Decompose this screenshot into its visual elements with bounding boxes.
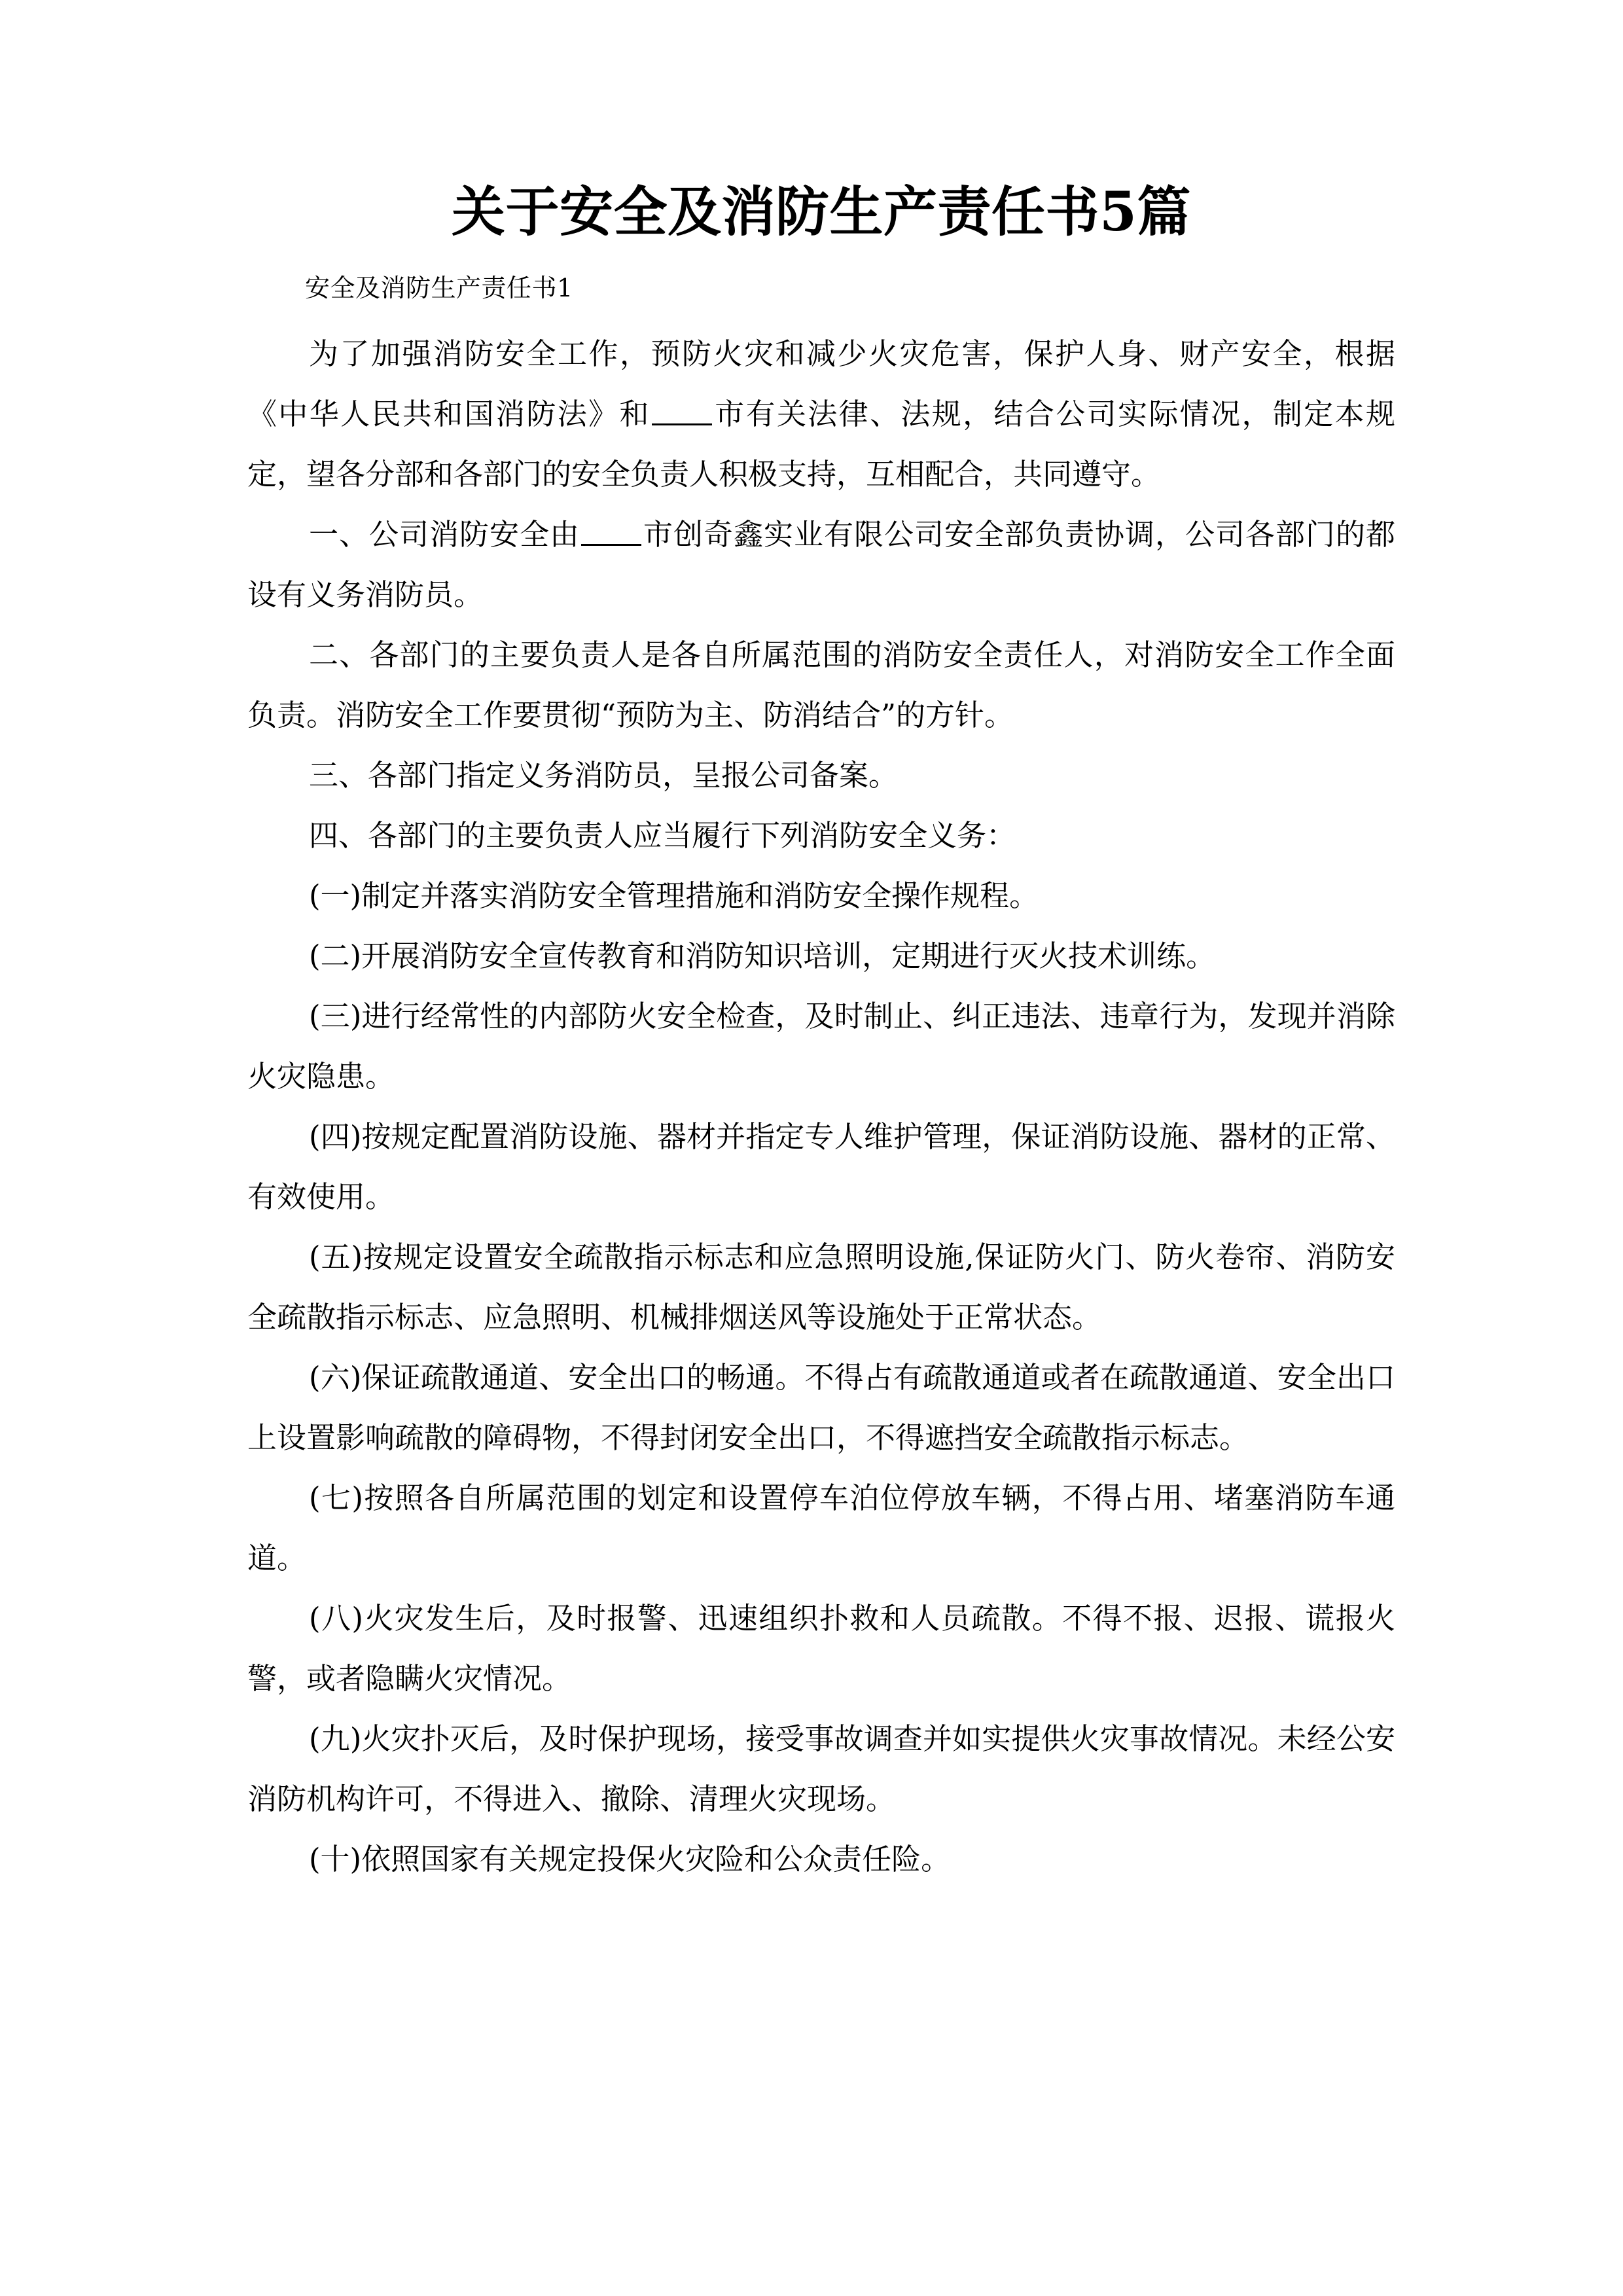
- paragraph-section-3: [247, 745, 1395, 806]
- document-content: [247, 0, 1395, 1890]
- paragraph-text: 三、各部门指定义务消防员，呈报公司备案。: [309, 757, 899, 793]
- paragraph-text: 市创奇鑫实业有限公司安全部负责协调，公司各部门的都设有义务消防员。: [247, 516, 1395, 612]
- paragraph-text: 一、公司消防安全由: [309, 516, 580, 552]
- paragraph-text: 四、各部门的主要负责人应当履行下列消防安全义务：: [309, 817, 1016, 853]
- paragraph-item-9: [247, 1709, 1395, 1829]
- paragraph-text: 二、各部门的主要负责人是各自所属范围的消防安全责任人，对消防安全工作全面负责。消防安全工作要贯彻“预防为主、防消结合”的方针。: [247, 637, 1395, 732]
- paragraph-text: (八)火灾发生后，及时报警、迅速组织扑救和人员疏散。不得不报、迟报、谎报火警，或者隐瞒火灾情况。: [247, 1600, 1395, 1696]
- paragraph-section-4: [247, 806, 1395, 866]
- page-title: 关于安全及消防生产责任书5篇: [451, 181, 1192, 243]
- paragraph-item-10: [247, 1829, 1395, 1890]
- paragraph-item-7: [247, 1468, 1395, 1588]
- paragraph-text: (五)按规定设置安全疏散指示标志和应急照明设施,保证防火门、防火卷帘、消防安全疏散指示标志、应急照明、机械排烟送风等设施处于正常状态。: [247, 1239, 1395, 1335]
- paragraph-text: (九)火灾扑灭后，及时保护现场，接受事故调查并如实提供火灾事故情况。未经公安消防机构许可，不得进入、撤除、清理火灾现场。: [247, 1721, 1395, 1816]
- paragraph-text: (十)依照国家有关规定投保火灾险和公众责任险。: [309, 1841, 951, 1876]
- paragraph-item-8: [247, 1588, 1395, 1709]
- paragraph-text: 为了加强消防安全工作，预防火灾和减少火灾危害，保护人身、财产安全，根据《中华人民共和国消防法》和: [247, 336, 1395, 431]
- paragraph-text: (七)按照各自所属范围的划定和设置停车泊位停放车辆，不得占用、堵塞消防车通道。: [247, 1480, 1395, 1575]
- paragraph-item-3: [247, 986, 1395, 1107]
- paragraph-text: (四)按规定配置消防设施、器材并指定专人维护管理，保证消防设施、器材的正常、有效使用。: [247, 1119, 1395, 1214]
- paragraph-text: 市有关法律、法规，结合公司实际情况，制定本规定，望各分部和各部门的安全负责人积极支持，互相配合，共同遵守。: [247, 396, 1395, 492]
- paragraph-text: (六)保证疏散通道、安全出口的畅通。不得占有疏散通道或者在疏散通道、安全出口上设置影响疏散的障碍物，不得封闭安全出口，不得遮挡安全疏散指示标志。: [247, 1359, 1395, 1455]
- paragraph-section-1: [247, 505, 1395, 625]
- paragraph-item-4: [247, 1107, 1395, 1227]
- fill-in-blank[interactable]: [652, 423, 712, 425]
- document-body: [247, 300, 1395, 1890]
- paragraph-item-1: [247, 866, 1395, 926]
- paragraph-intro: [247, 324, 1395, 505]
- paragraph-section-2: [247, 625, 1395, 745]
- fill-in-blank[interactable]: [581, 544, 641, 546]
- paragraph-item-6: [247, 1348, 1395, 1468]
- paragraph-text: (三)进行经常性的内部防火安全检查，及时制止、纠正违法、违章行为，发现并消除火灾隐患。: [247, 998, 1395, 1094]
- paragraph-text: (二)开展消防安全宣传教育和消防知识培训，定期进行灭火技术训练。: [309, 938, 1216, 973]
- paragraph-item-2: [247, 926, 1395, 986]
- paragraph-item-5: [247, 1227, 1395, 1348]
- paragraph-text: (一)制定并落实消防安全管理措施和消防安全操作规程。: [309, 878, 1039, 913]
- document-subtitle: 安全及消防生产责任书1: [305, 273, 573, 302]
